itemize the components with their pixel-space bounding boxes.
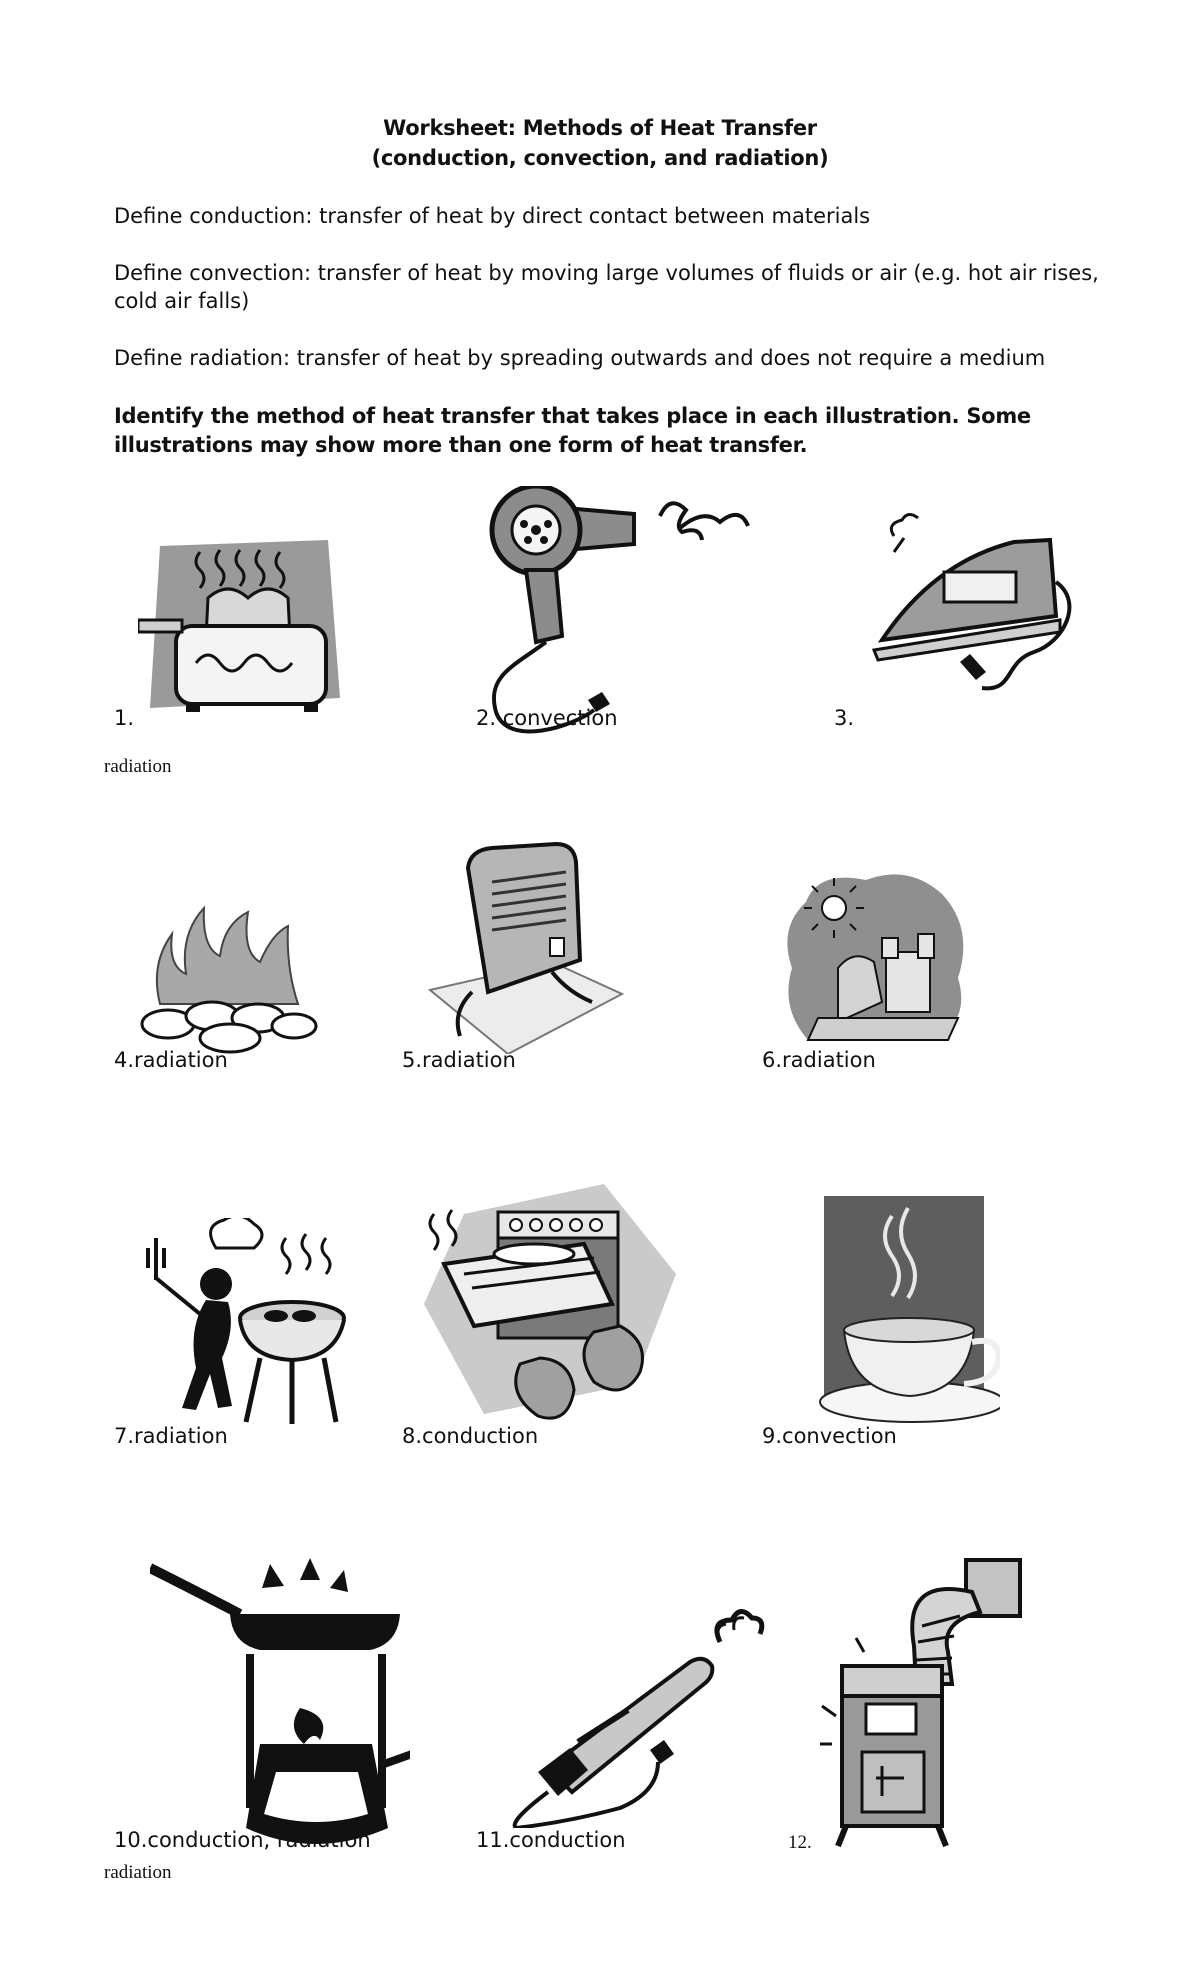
oven-illustration [424,1184,684,1432]
item-5-label: 5.radiation [402,1048,516,1072]
worksheet-title-line2: (conduction, convection, and radiation) [371,146,829,170]
barbecue-illustration [136,1218,346,1430]
definition-convection: Define convection: transfer of heat by moving large volumes of fluids or air (e.g. hot air rises, cold air falls) [114,261,1099,313]
curling-iron-illustration [508,1592,770,1828]
item-6-label: 6.radiation [762,1048,876,1072]
instructions: Identify the method of heat transfer that takes place in each illustration. Some illustrations may show more than one form of heat transfer. [114,404,1031,457]
space-heater-illustration [422,842,632,1054]
wood-stove-illustration [812,1556,1022,1848]
frying-pan-burner-illustration [150,1558,410,1860]
item-12-label: 12. [788,1832,812,1853]
item-8-label: 8.conduction [402,1424,539,1448]
iron-illustration [864,512,1084,702]
item-9-label: 9.convection [762,1424,897,1448]
item-2-label: 2. convection [476,706,618,730]
item-7-label: 7.radiation [114,1424,228,1448]
worksheet-title-line1: Worksheet: Methods of Heat Transfer [383,116,817,140]
item-3-label: 3. [834,706,855,730]
definition-conduction: Define conduction: transfer of heat by direct contact between materials [114,204,871,228]
definition-radiation: Define radiation: transfer of heat by spreading outwards and does not require a medium [114,346,1046,370]
item-4-label: 4.radiation [114,1048,228,1072]
item-10-answer: radiation [104,1862,172,1883]
tea-cup-illustration [802,1196,1000,1428]
sandcastle-illustration [778,868,974,1052]
item-1-label: 1. [114,706,135,730]
item-1-answer: radiation [104,756,172,777]
item-11-label: 11.conduction [476,1828,626,1852]
toaster-illustration [138,538,348,718]
item-10-label: 10.conduction, radiation [114,1828,371,1852]
campfire-illustration [138,904,318,1060]
